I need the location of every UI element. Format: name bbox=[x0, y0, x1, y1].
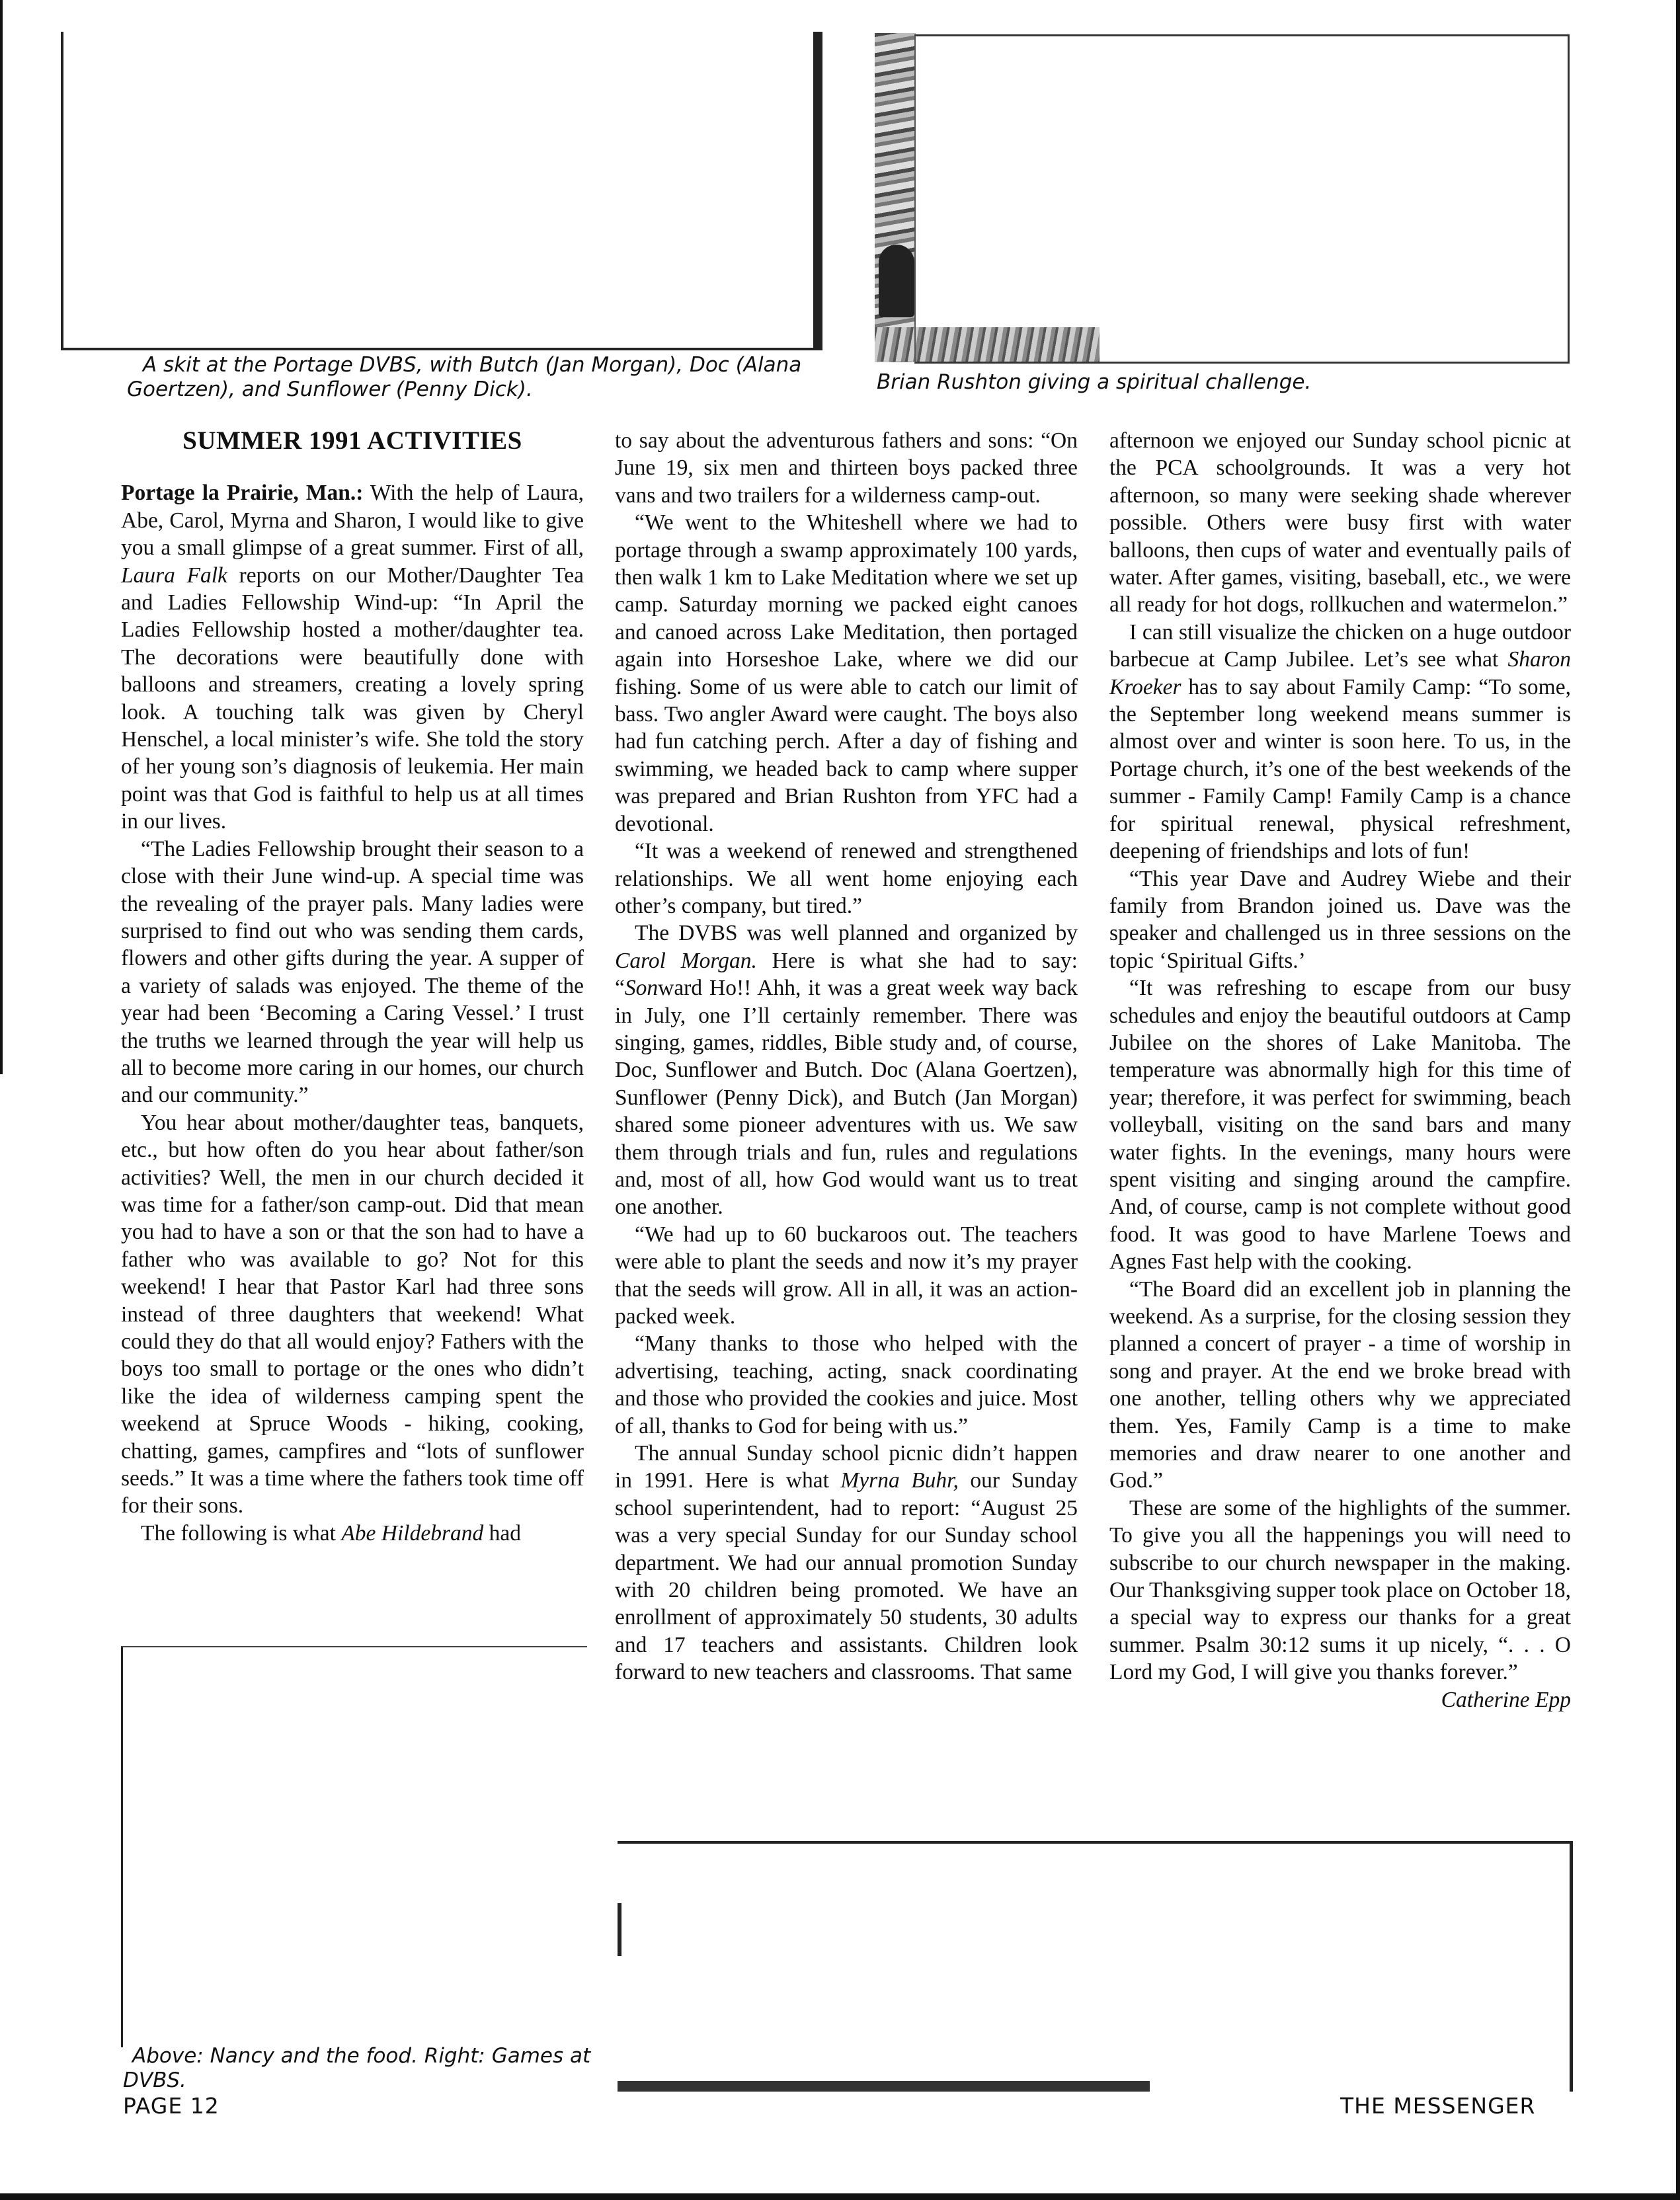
paragraph: “The Board did an excellent job in planning the weekend. As a surprise, for the closing session they planned a concert of prayer - a time of worship in song and prayer. At the end we broke bread with one another, telling others why we appreciated them. Yes, Family Camp is a time to make memories and draw nearer to one another and God.” bbox=[1109, 1277, 1571, 1493]
paragraph bbox=[1109, 619, 1571, 865]
text: ward Ho!! Ahh, it was a great week way back in July, one I’ll certainly remember. There was singing, games, riddles, Bible study and, of course, Doc, Sunflower and Butch. Doc (Alana Goertzen), Sunflower (Penny Dick), and Butch (Jan Morgan) shared some pioneer adventures with us. We saw them through trials and fun, rules and regulations and, most of all, how God would want us to treat one another. bbox=[615, 976, 1078, 1220]
paragraph: These are some of the highlights of the summer. To give you all the happenings you will need to subscribe to our church newspaper in the making. Our Thanksgiving supper took place on October 18, a special way to express our thanks for a great summer. Psalm 30:12 sums it up nicely, “. . . O Lord my God, I will give you thanks forever.” bbox=[1109, 1495, 1571, 1685]
article-column-2 bbox=[615, 427, 1078, 1686]
text: The annual Sunday school picnic didn’t happen in 1991. Here is what bbox=[615, 1441, 1078, 1493]
text: our Sunday school superintendent, had to report: “August 25 was a very special Sunday for our Sunday school department. We had our annual promotion Sunday with 20 children being promoted. We have an enrollment of approximately 50 students, 30 adults and 17 teachers and assistants. Children look forward to new teachers and classrooms. That same bbox=[615, 1468, 1078, 1685]
scan-edge-bottom bbox=[0, 2193, 1680, 2200]
paragraph: “It was refreshing to escape from our busy schedules and enjoy the beautiful outdoors at Camp Jubilee on the shores of Lake Manitoba. The temperature was abnormally high for this time of year; therefore, it was perfect for swimming, beach volleyball, visiting on the sand bars and many water fights. In the evenings, many hours were spent visiting and singing around the campfire. And, of course, camp is not complete without good food. It was good to have Marlene Toews and Agnes Fast help with the cooking. bbox=[1109, 976, 1571, 1275]
name-laura-falk: Laura Falk bbox=[121, 563, 227, 588]
photo-edge-mark bbox=[618, 1903, 621, 1956]
emphasis-son: Son bbox=[624, 976, 659, 1001]
paragraph: “We had up to 60 buckaroos out. The teachers were able to plant the seeds and now it’s my prayer that the seeds will grow. All in all, it was an action-packed week. bbox=[615, 1222, 1078, 1329]
photo-sliver bbox=[875, 33, 916, 362]
scan-edge-right bbox=[1676, 0, 1680, 2200]
caption-nancy: Above: Nancy and the food. Right: Games at DVBS. bbox=[123, 2044, 591, 2092]
dateline: Portage la Prairie, Man.: bbox=[121, 481, 364, 506]
name-carol-morgan: Carol Morgan. bbox=[615, 948, 757, 973]
article-headline: SUMMER 1991 ACTIVITIES bbox=[182, 426, 522, 455]
caption-brian: Brian Rushton giving a spiritual challenge. bbox=[877, 370, 1312, 394]
text: Here is what she had to say: “ bbox=[615, 948, 1078, 1001]
publication-name: THE MESSENGER bbox=[1340, 2093, 1536, 2119]
paragraph: to say about the adventurous fathers and sons: “On June 19, six men and thirteen boys packed three vans and two trailers for a wilderness camp-out. bbox=[615, 428, 1078, 508]
paragraph bbox=[615, 920, 1078, 1220]
article-column-3 bbox=[1109, 427, 1571, 1713]
paragraph: “It was a weekend of renewed and strengthened relationships. We all went home enjoying each other’s company, but tired.” bbox=[615, 839, 1078, 918]
name-sharon-kroeker: Sharon Kroeker bbox=[1109, 647, 1571, 699]
paragraph: “We went to the Whiteshell where we had to portage through a swamp approximately 100 yards, then walk 1 km to Lake Meditation where we set up camp. Saturday morning we packed eight canoes and canoed across Lake Meditation, then portaged again into Horseshoe Lake, where we did our fishing. Some of us were able to catch our limit of bass. Two angler Award were caught. The boys also had fun catching perch. After a day of fishing and swimming, we headed back to camp where supper was prepared and Brian Rushton from YFC had a devotional. bbox=[615, 510, 1078, 836]
text: has to say about Family Camp: “To some, the September long weekend means summer is almost over and winter is soon here. To us, in the Portage church, it’s one of the best weekends of the summer - Family Camp! Family Camp is a chance for spiritual renewal, physical refreshment, deepening of friendships and lots of fun! bbox=[1109, 674, 1571, 864]
photo-games-dvbs bbox=[618, 1841, 1573, 2092]
name-abe-hildebrand: Abe Hildebrand bbox=[341, 1520, 484, 1546]
text: With the help of Laura, Abe, Carol, Myrna and Sharon, I would like to give you a small glimpse of a great summer. First of all, bbox=[121, 481, 584, 561]
caption-skit: A skit at the Portage DVBS, with Butch (Jan Morgan), Doc (Alana Goertzen), and Sunflower (Penny Dick). bbox=[127, 353, 802, 401]
text: had bbox=[483, 1520, 521, 1546]
page-number: PAGE 12 bbox=[123, 2093, 220, 2119]
author-signature: Catherine Epp bbox=[1441, 1687, 1571, 1712]
scan-edge-left bbox=[0, 0, 3, 1074]
text: The following is what bbox=[141, 1520, 342, 1546]
photo-frame bbox=[914, 34, 1570, 364]
photo-skit bbox=[61, 32, 822, 350]
paragraph: You hear about mother/daughter teas, banquets, etc., but how often do you hear about father/son activities? Well, the men in our church decided it was time for a father/son camp-out. Did that mean you had to have a son or that the son had to have a father who was available to go? Not for this weekend! I hear that Pastor Karl had three sons instead of three daughters that weekend! What could they do that all would enjoy? Fathers with the boys too small to portage or the ones who didn’t like the idea of wilderness camping spent the weekend at Spruce Woods - hiking, cooking, chatting, games, campfires and “lots of sunflower seeds.” It was a time where the fathers took time off for their sons. bbox=[121, 1110, 584, 1518]
paragraph: “Many thanks to those who helped with the advertising, teaching, acting, snack coordinating and those who provided the cookies and juice. Most of all, thanks to God for being with us.” bbox=[615, 1331, 1078, 1438]
name-myrna-buhr: Myrna Buhr, bbox=[840, 1468, 959, 1493]
photo-nancy-food bbox=[121, 1646, 587, 2047]
text: I can still visualize the chicken on a huge outdoor barbecue at Camp Jubilee. Let’s see what bbox=[1109, 619, 1571, 672]
text: reports on our Mother/Daughter Tea and Ladies Fellowship Wind-up: “In April the Ladies Fellowship hosted a mother/daughter tea. The decorations were beautifully done with balloons and streamers, creating a lovely spring look. A touching talk was given by Cheryl Henschel, a local minister’s wife. She told the story of her young son’s diagnosis of leukemia. Her main point was that God is faithful to help us at all times in our lives. bbox=[121, 563, 584, 834]
text: The DVBS was well planned and organized by bbox=[635, 921, 1078, 946]
paragraph bbox=[121, 479, 584, 835]
paragraph bbox=[615, 1440, 1078, 1686]
paragraph: afternoon we enjoyed our Sunday school picnic at the PCA schoolgrounds. It was a very hot afternoon, so many were seeking shade wherever possible. Others were busy first with water balloons, then cups of water and eventually pails of water. After games, visiting, baseball, etc., we were all ready for hot dogs, rollkuchen and watermelon.” bbox=[1109, 428, 1571, 617]
paragraph: “The Ladies Fellowship brought their season to a close with their June wind-up. A special time was the revealing of the prayer pals. Many ladies were surprised to find out who was sending them cards, flowers and other gifts during the year. A supper of a variety of salads was enjoyed. The theme of the year had been ‘Becoming a Caring Vessel.’ I trust the truths we learned through the year will help us all to become more caring in our homes, our church and our community.” bbox=[121, 836, 584, 1108]
photo-brian-rushton bbox=[875, 33, 1569, 362]
article-column-1 bbox=[121, 427, 584, 1547]
paragraph: “This year Dave and Audrey Wiebe and their family from Brandon joined us. Dave was the speaker and challenged us in three sessions on the topic ‘Spiritual Gifts.’ bbox=[1109, 866, 1571, 973]
paragraph bbox=[121, 1520, 584, 1547]
photo-bottom-strip bbox=[618, 2081, 1150, 2092]
